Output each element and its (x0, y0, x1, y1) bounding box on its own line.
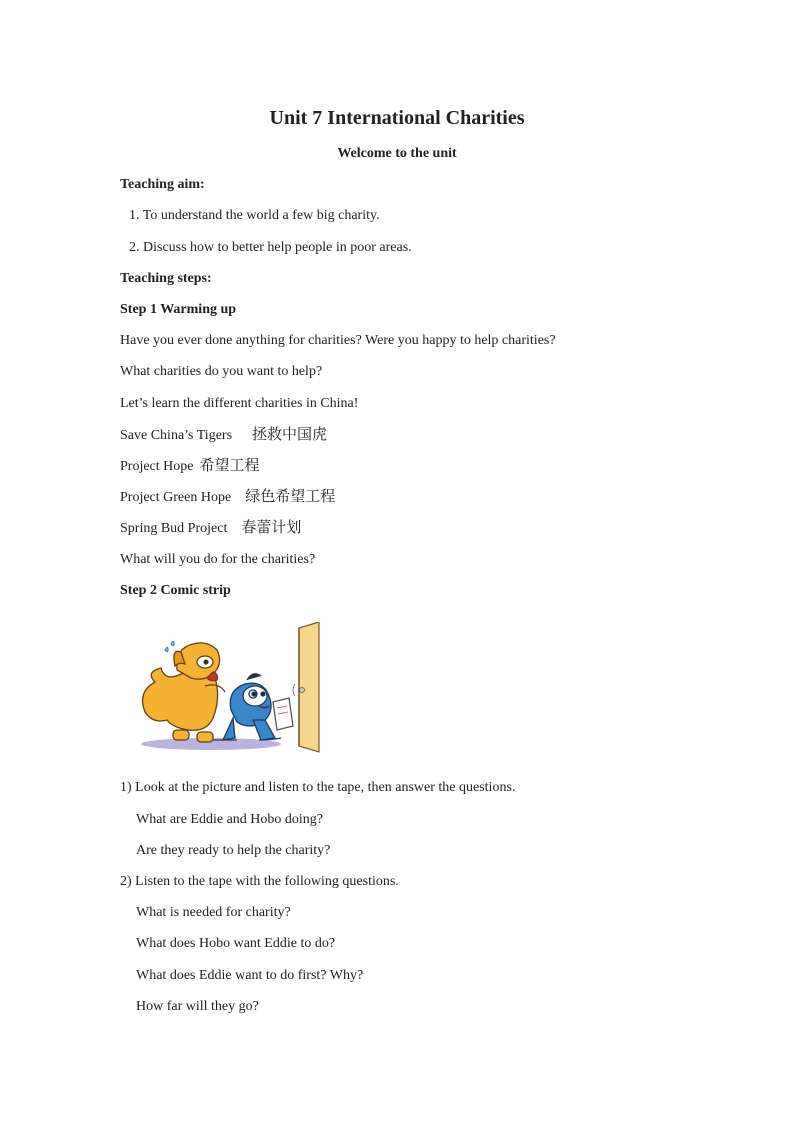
teaching-aim-heading: Teaching aim: (120, 177, 205, 192)
step2-heading: Step 2 Comic strip (120, 583, 231, 598)
comic-illustration (135, 622, 325, 754)
page-title: Unit 7 International Charities (269, 107, 525, 129)
q1-intro: 1) Look at the picture and listen to the tape, then answer the questions. (120, 780, 516, 795)
charity-name-cn: 绿色希望工程 (245, 487, 336, 505)
question-item: What does Hobo want Eddie to do? (136, 936, 336, 951)
step1-heading: Step 1 Warming up (120, 302, 237, 317)
question-item: What does Eddie want to do first? Why? (136, 968, 364, 983)
charity-item (120, 518, 301, 538)
hobo-bird-icon (213, 674, 293, 740)
question-item: Are they ready to help the charity? (136, 843, 331, 858)
aim-item: 1. To understand the world a few big charity. (129, 208, 380, 223)
charity-name-cn: 春蕾计划 (241, 518, 302, 536)
charity-name-en: Save China’s Tigers (120, 428, 233, 443)
step1-closing: What will you do for the charities? (120, 552, 316, 567)
teaching-steps-heading: Teaching steps: (120, 271, 212, 286)
question-item: What is needed for charity? (136, 905, 291, 920)
charity-name-en: Spring Bud Project (120, 521, 228, 536)
door-icon (293, 622, 319, 752)
eddie-dog-icon (143, 642, 225, 743)
q2-intro: 2) Listen to the tape with the following questions. (120, 874, 399, 889)
step1-line: What charities do you want to help? (120, 364, 323, 379)
page-subtitle: Welcome to the unit (337, 146, 457, 161)
step1-line: Let’s learn the different charities in China! (120, 396, 359, 411)
charity-name-cn: 希望工程 (199, 456, 260, 474)
charity-name-en: Project Hope (120, 459, 194, 474)
charity-item (120, 487, 335, 507)
charity-name-cn: 拯救中国虎 (252, 425, 328, 443)
question-item: How far will they go? (136, 999, 259, 1014)
charity-name-en: Project Green Hope (120, 490, 232, 505)
question-item: What are Eddie and Hobo doing? (136, 812, 323, 827)
aim-item: 2. Discuss how to better help people in poor areas. (129, 240, 412, 255)
step1-line: Have you ever done anything for charities? Were you happy to help charities? (120, 333, 556, 348)
charity-item (120, 456, 260, 476)
charity-item (120, 425, 327, 445)
